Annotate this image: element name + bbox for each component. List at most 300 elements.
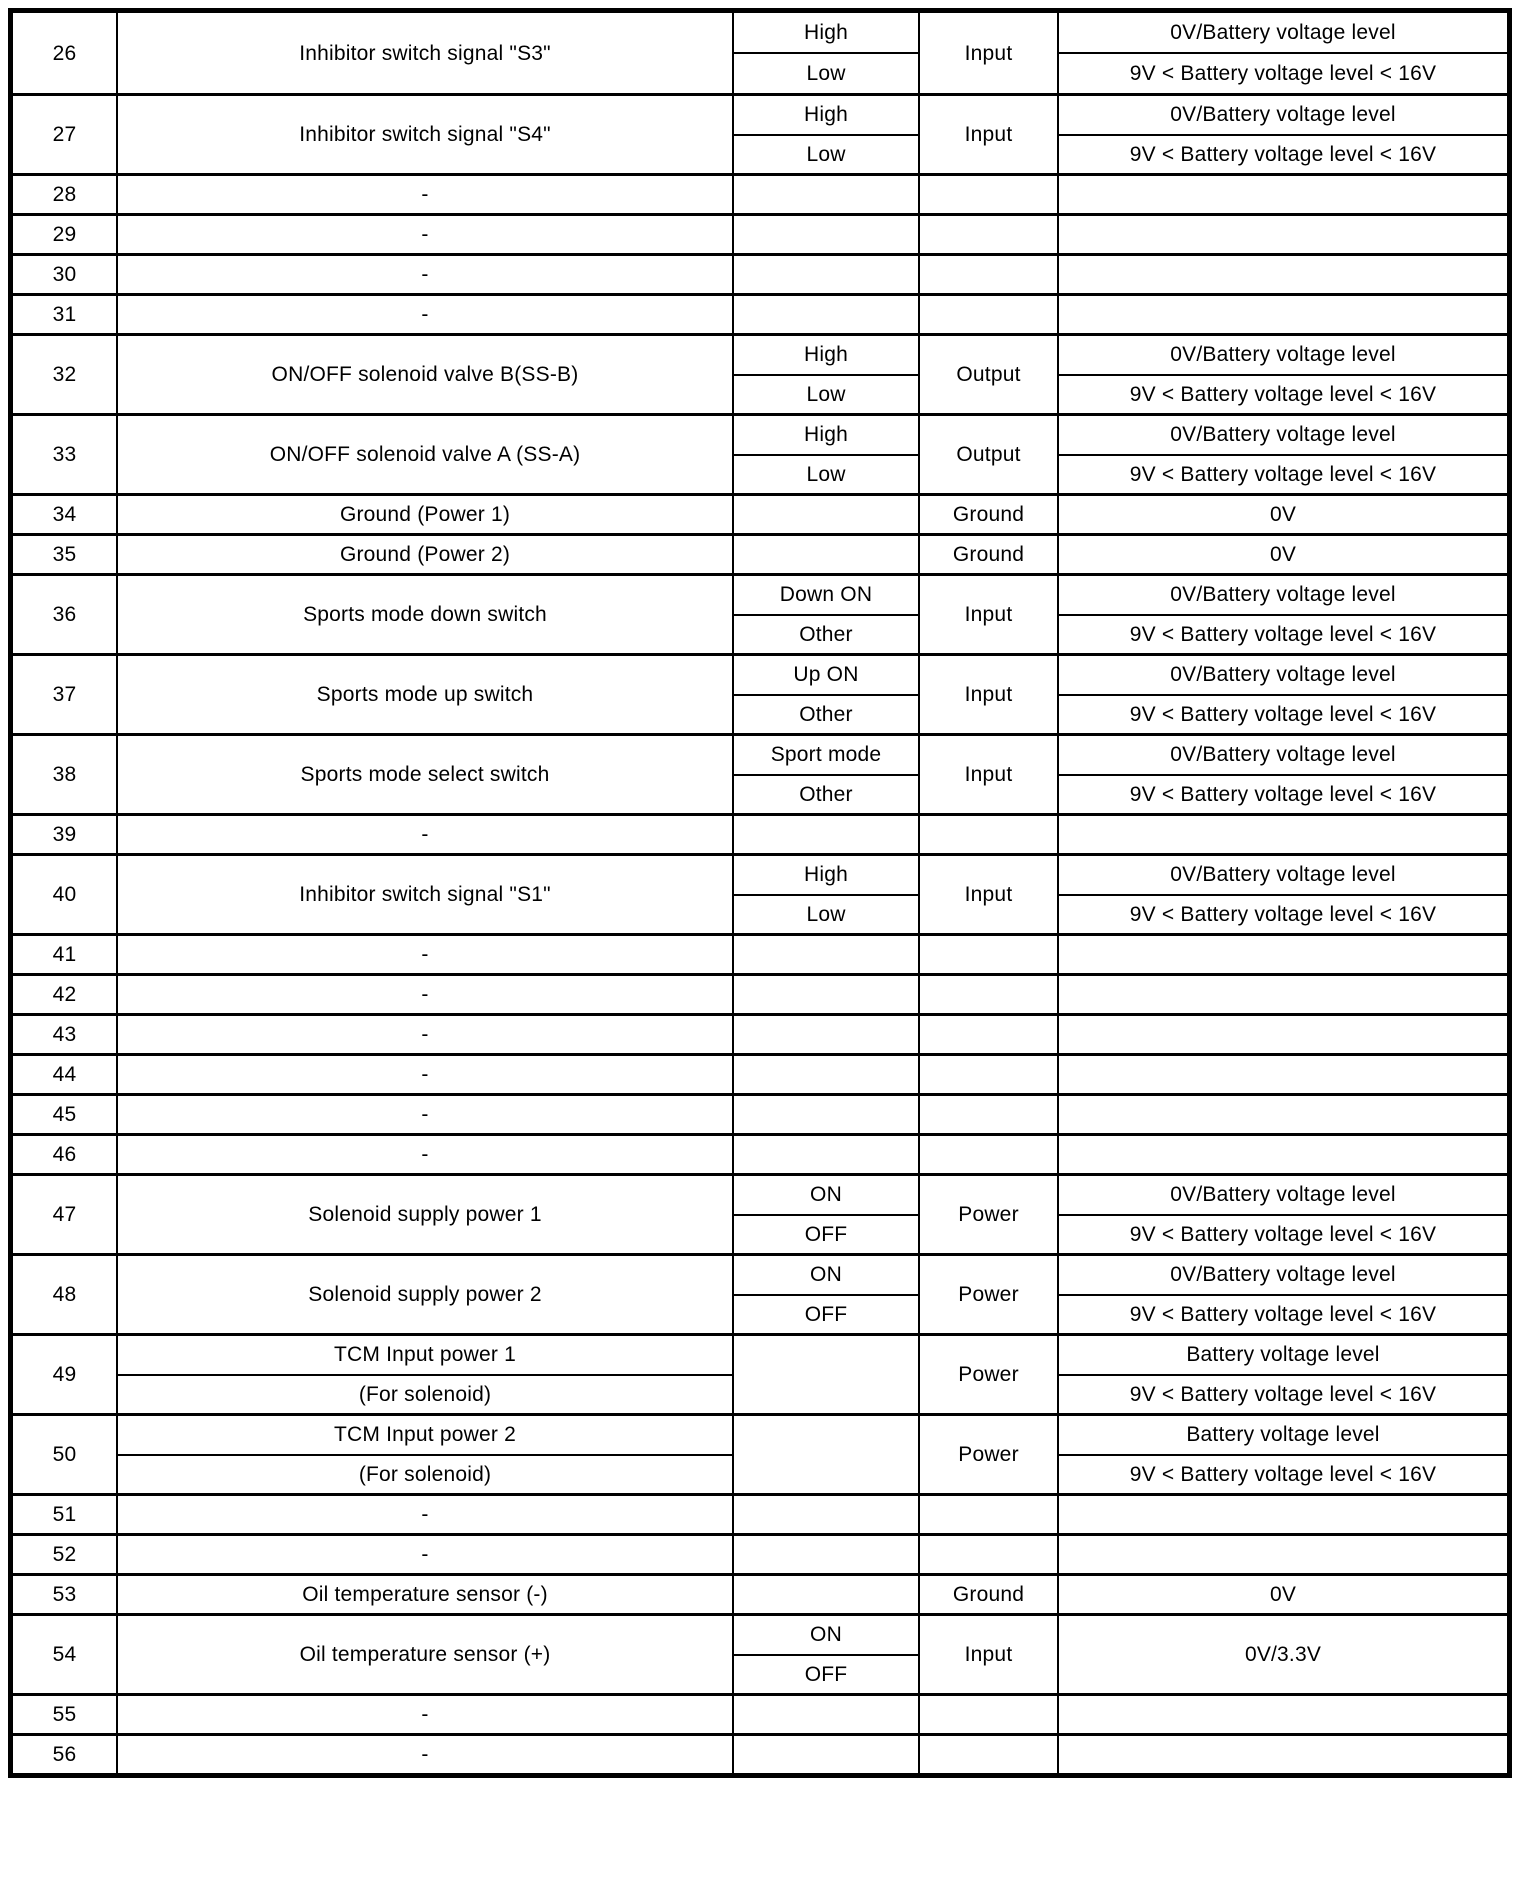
voltage-level-cell-text: 9V < Battery voltage level < 16V [1129,1462,1437,1486]
table-row-pin-38 [13,733,1507,813]
description-cell-text: - [421,943,429,966]
condition-cell-text: OFF [804,1662,848,1686]
description-cell [116,816,732,853]
io-type-cell [918,1696,1057,1733]
condition-cell-text: High [734,416,918,456]
table-row-pin-30 [13,253,1507,293]
condition-cell [732,496,918,533]
pin-number-cell [13,96,116,173]
condition-cell [732,1136,918,1173]
voltage-level-cell [1057,96,1507,173]
pin-number-cell-text: 37 [52,683,77,706]
pin-number-cell [13,1536,116,1573]
table-row-pin-29 [13,213,1507,253]
description-cell-text: Oil temperature sensor (-) [302,1583,548,1606]
voltage-level-cell-text: 9V < Battery voltage level < 16V [1129,622,1437,646]
voltage-level-cell-text [1059,1096,1507,1133]
description-cell-text: Ground (Power 2) [339,543,511,566]
condition-cell-text [734,1576,918,1613]
io-type-cell [918,96,1057,173]
table-row-pin-39 [13,813,1507,853]
condition-cell-text: Up ON [734,656,918,696]
pin-number-cell [13,656,116,733]
condition-cell-text: Down ON [734,576,918,616]
io-type-cell [918,736,1057,813]
io-type-cell [918,1056,1057,1093]
table-row-pin-40 [13,853,1507,933]
voltage-level-cell [1057,1256,1507,1333]
condition-cell [732,216,918,253]
io-type-cell-text: Power [958,1283,1019,1306]
condition-cell [732,1256,918,1333]
voltage-level-cell-text [1059,296,1507,333]
pin-number-cell [13,536,116,573]
voltage-level-cell-text: 0V/Battery voltage level [1059,656,1507,696]
description-cell-text: - [421,303,429,326]
voltage-level-cell [1057,176,1507,213]
condition-cell-text: Low [806,62,846,85]
table-row-pin-45 [13,1093,1507,1133]
description-cell [116,416,732,493]
voltage-level-cell-text: 9V < Battery voltage level < 16V [1129,382,1437,406]
io-type-cell [918,536,1057,573]
io-type-cell-text: Input [964,1643,1013,1666]
condition-cell-text: High [734,96,918,136]
description-cell [116,296,732,333]
description-cell [116,976,732,1013]
pin-number-cell [13,216,116,253]
condition-cell-text [734,536,918,573]
condition-cell-text: High [734,336,918,376]
description-cell-text: (For solenoid) [358,1382,492,1406]
description-cell [116,1176,732,1253]
table-row-pin-37 [13,653,1507,733]
voltage-level-cell-text [1059,1496,1507,1533]
io-type-cell [918,1576,1057,1613]
pin-number-cell [13,1736,116,1773]
pin-number-cell-text: 47 [52,1203,77,1226]
condition-cell [732,1496,918,1533]
condition-cell [732,1696,918,1733]
condition-cell-text: Low [806,462,846,486]
io-type-cell-text: Output [956,363,1021,386]
voltage-level-cell-text [1059,1056,1507,1093]
io-type-cell [918,1416,1057,1493]
io-type-cell-text [920,1736,1057,1773]
table-row-pin-52 [13,1533,1507,1573]
table-row-pin-50 [13,1413,1507,1493]
pin-number-cell [13,736,116,813]
description-cell [116,1096,732,1133]
pin-number-cell-text: 35 [52,543,77,566]
voltage-level-cell [1057,216,1507,253]
description-cell-text: Inhibitor switch signal "S4" [299,123,551,146]
description-cell [116,736,732,813]
description-cell [116,936,732,973]
condition-cell-text [734,1016,918,1053]
condition-cell-text: Sport mode [734,736,918,776]
voltage-level-cell [1057,1096,1507,1133]
description-cell-text: - [421,263,429,286]
pin-number-cell [13,1416,116,1493]
description-cell-text: - [421,1503,429,1526]
condition-cell [732,336,918,413]
table-row-pin-51 [13,1493,1507,1533]
description-cell-text: - [421,223,429,246]
voltage-level-cell-text: 0V/Battery voltage level [1059,96,1507,136]
condition-cell-text [734,1496,918,1533]
io-type-cell-text: Output [956,443,1021,466]
condition-cell-text: Low [806,142,846,166]
condition-cell [732,1016,918,1053]
pin-number-cell [13,1176,116,1253]
voltage-level-cell [1057,1016,1507,1053]
pin-number-cell [13,1336,116,1413]
table-row-pin-31 [13,293,1507,333]
condition-cell-text [734,1536,918,1573]
description-cell-text: - [421,1143,429,1166]
voltage-level-cell-text [1059,816,1507,853]
pin-number-cell-text: 34 [52,503,77,526]
pin-number-cell-text: 50 [52,1443,77,1466]
condition-cell [732,1576,918,1613]
io-type-cell-text: Input [964,883,1013,906]
voltage-level-cell [1057,976,1507,1013]
pin-number-cell-text: 53 [52,1583,77,1606]
description-cell-text: Sports mode down switch [303,603,547,626]
table-row-pin-42 [13,973,1507,1013]
description-cell-text: - [421,183,429,206]
table-row-pin-53 [13,1573,1507,1613]
condition-cell-text: Low [806,382,846,406]
description-cell-text: - [421,1103,429,1126]
voltage-level-cell-text: 0V [1269,543,1297,566]
description-cell [116,1056,732,1093]
description-cell-text: Sports mode up switch [316,683,534,706]
description-cell [116,176,732,213]
io-type-cell-text [920,1096,1057,1133]
table-row-pin-35 [13,533,1507,573]
description-cell [116,496,732,533]
description-cell [116,1576,732,1613]
pin-number-cell-text: 43 [52,1023,77,1046]
description-cell-text: - [421,1063,429,1086]
pin-number-cell-text: 32 [52,363,77,386]
voltage-level-cell-text: 0V [1269,503,1297,526]
io-type-cell [918,576,1057,653]
pin-number-cell-text: 38 [52,763,77,786]
condition-cell [732,1176,918,1253]
pin-number-cell-text: 46 [52,1143,77,1166]
description-cell [116,256,732,293]
io-type-cell-text [920,216,1057,253]
description-cell [116,1536,732,1573]
io-type-cell-text [920,816,1057,853]
voltage-level-cell-text [1059,1016,1507,1053]
io-type-cell [918,1176,1057,1253]
condition-cell [732,656,918,733]
table-row-pin-36 [13,573,1507,653]
condition-cell-text: ON [734,1616,918,1656]
voltage-level-cell-text: Battery voltage level [1059,1336,1507,1376]
description-cell [116,576,732,653]
table-row-pin-48 [13,1253,1507,1333]
pin-number-cell [13,1696,116,1733]
io-type-cell-text [920,1696,1057,1733]
description-cell [116,656,732,733]
voltage-level-cell [1057,1496,1507,1533]
condition-cell-text [734,1336,918,1413]
condition-cell-text [734,1696,918,1733]
io-type-cell-text [920,1536,1057,1573]
voltage-level-cell [1057,656,1507,733]
voltage-level-cell-text: 9V < Battery voltage level < 16V [1129,462,1437,486]
io-type-cell-text: Input [964,123,1013,146]
io-type-cell-text: Ground [952,503,1025,526]
description-cell [116,1336,732,1413]
io-type-cell [918,1536,1057,1573]
condition-cell [732,1416,918,1493]
pin-number-cell [13,936,116,973]
voltage-level-cell-text: 9V < Battery voltage level < 16V [1129,702,1437,726]
io-type-cell [918,1336,1057,1413]
condition-cell-text [734,1136,918,1173]
io-type-cell [918,1616,1057,1693]
table-row-pin-44 [13,1053,1507,1093]
pin-number-cell [13,496,116,533]
condition-cell-text [734,256,918,293]
table-row-pin-41 [13,933,1507,973]
pin-number-cell-text: 28 [52,183,77,206]
io-type-cell-text [920,1016,1057,1053]
table-row-pin-33 [13,413,1507,493]
condition-cell-text [734,1736,918,1773]
condition-cell-text [734,496,918,533]
voltage-level-cell [1057,1536,1507,1573]
voltage-level-cell-text [1059,1536,1507,1573]
condition-cell-text [734,816,918,853]
condition-cell [732,1616,918,1693]
voltage-level-cell-text: 9V < Battery voltage level < 16V [1129,902,1437,926]
voltage-level-cell [1057,736,1507,813]
io-type-cell [918,13,1057,93]
voltage-level-cell [1057,1696,1507,1733]
pin-number-cell-text: 54 [52,1643,77,1666]
pin-number-cell [13,816,116,853]
description-cell-text: - [421,983,429,1006]
io-type-cell [918,656,1057,733]
voltage-level-cell-text [1059,1136,1507,1173]
pin-number-cell-text: 51 [52,1503,77,1526]
voltage-level-cell-text: 0V/Battery voltage level [1059,416,1507,456]
condition-cell-text: High [734,856,918,896]
pin-number-cell-text: 27 [52,123,77,146]
voltage-level-cell-text: 9V < Battery voltage level < 16V [1129,782,1437,806]
description-cell-text: TCM Input power 2 [118,1416,732,1456]
io-type-cell-text: Power [958,1443,1019,1466]
pin-number-cell [13,176,116,213]
table-row-pin-49 [13,1333,1507,1413]
io-type-cell-text [920,176,1057,213]
voltage-level-cell [1057,816,1507,853]
voltage-level-cell-text [1059,976,1507,1013]
pin-number-cell [13,256,116,293]
voltage-level-cell-text [1059,1696,1507,1733]
description-cell [116,1616,732,1693]
description-cell-text: - [421,1703,429,1726]
condition-cell-text [734,936,918,973]
voltage-level-cell [1057,1136,1507,1173]
description-cell-text: - [421,1543,429,1566]
table-row-pin-47 [13,1173,1507,1253]
condition-cell-text [734,1096,918,1133]
voltage-level-cell-text: 9V < Battery voltage level < 16V [1129,1382,1437,1406]
io-type-cell [918,816,1057,853]
condition-cell [732,856,918,933]
io-type-cell-text: Input [964,763,1013,786]
voltage-level-cell-text [1059,176,1507,213]
voltage-level-cell [1057,1616,1507,1693]
io-type-cell [918,256,1057,293]
table-row-pin-43 [13,1013,1507,1053]
condition-cell-text [734,1056,918,1093]
condition-cell [732,576,918,653]
voltage-level-cell [1057,1576,1507,1613]
table-row-pin-46 [13,1133,1507,1173]
condition-cell [732,1736,918,1773]
io-type-cell-text: Input [964,603,1013,626]
condition-cell-text: High [734,13,918,54]
pin-number-cell [13,1136,116,1173]
io-type-cell-text: Input [964,683,1013,706]
description-cell-text: Inhibitor switch signal "S1" [299,883,551,906]
condition-cell-text: OFF [804,1302,848,1326]
io-type-cell [918,936,1057,973]
io-type-cell [918,976,1057,1013]
condition-cell-text: ON [734,1256,918,1296]
voltage-level-cell [1057,296,1507,333]
pin-number-cell-text: 48 [52,1283,77,1306]
io-type-cell [918,336,1057,413]
pin-number-cell [13,13,116,93]
pin-number-cell-text: 49 [52,1363,77,1386]
pin-number-cell [13,976,116,1013]
io-type-cell-text [920,1056,1057,1093]
voltage-level-cell-text: 0V/Battery voltage level [1059,576,1507,616]
table-row-pin-26 [13,13,1507,93]
io-type-cell [918,856,1057,933]
voltage-level-cell-text [1059,936,1507,973]
voltage-level-cell [1057,256,1507,293]
voltage-level-cell [1057,1416,1507,1493]
condition-cell [732,736,918,813]
voltage-level-cell [1057,1736,1507,1773]
description-cell [116,1136,732,1173]
description-cell [116,1496,732,1533]
description-cell-text: ON/OFF solenoid valve A (SS-A) [269,443,581,466]
table-row-pin-34 [13,493,1507,533]
description-cell-text: - [421,823,429,846]
voltage-level-cell-text: 0V/Battery voltage level [1059,736,1507,776]
voltage-level-cell-text: Battery voltage level [1059,1416,1507,1456]
description-cell-text: TCM Input power 1 [118,1336,732,1376]
voltage-level-cell-text: 0V/Battery voltage level [1059,1176,1507,1216]
voltage-level-cell-text: 0V/3.3V [1244,1643,1322,1666]
io-type-cell [918,496,1057,533]
pin-number-cell-text: 42 [52,983,77,1006]
voltage-level-cell-text: 0V/Battery voltage level [1059,1256,1507,1296]
pin-number-cell [13,576,116,653]
voltage-level-cell-text: 0V/Battery voltage level [1059,13,1507,54]
io-type-cell [918,1096,1057,1133]
pin-number-cell-text: 30 [52,263,77,286]
description-cell [116,13,732,93]
condition-cell-text [734,1416,918,1493]
description-cell-text: ON/OFF solenoid valve B(SS-B) [271,363,579,386]
tcm-pin-voltage-table [8,8,1512,1778]
pin-number-cell-text: 29 [52,223,77,246]
pin-number-cell-text: 55 [52,1703,77,1726]
io-type-cell-text: Power [958,1203,1019,1226]
voltage-level-cell [1057,496,1507,533]
pin-number-cell-text: 52 [52,1543,77,1566]
pin-number-cell-text: 44 [52,1063,77,1086]
condition-cell [732,936,918,973]
voltage-level-cell-text: 0V/Battery voltage level [1059,856,1507,896]
pin-number-cell [13,856,116,933]
condition-cell [732,96,918,173]
description-cell [116,1416,732,1493]
condition-cell-text [734,176,918,213]
description-cell [116,1696,732,1733]
voltage-level-cell-text: 9V < Battery voltage level < 16V [1129,1222,1437,1246]
voltage-level-cell-text [1059,1736,1507,1773]
pin-number-cell [13,1256,116,1333]
condition-cell [732,256,918,293]
condition-cell-text: ON [734,1176,918,1216]
io-type-cell [918,216,1057,253]
voltage-level-cell-text: 9V < Battery voltage level < 16V [1129,142,1437,166]
description-cell [116,96,732,173]
pin-number-cell [13,1016,116,1053]
condition-cell [732,296,918,333]
io-type-cell [918,1136,1057,1173]
io-type-cell-text: Power [958,1363,1019,1386]
description-cell [116,1736,732,1773]
io-type-cell [918,176,1057,213]
pin-number-cell-text: 31 [52,303,77,326]
description-cell [116,1256,732,1333]
voltage-level-cell-text [1059,256,1507,293]
condition-cell [732,1096,918,1133]
table-row-pin-55 [13,1693,1507,1733]
io-type-cell-text [920,936,1057,973]
pin-number-cell [13,1616,116,1693]
voltage-level-cell [1057,576,1507,653]
condition-cell [732,1336,918,1413]
io-type-cell [918,1256,1057,1333]
description-cell [116,536,732,573]
io-type-cell [918,1016,1057,1053]
description-cell [116,216,732,253]
pin-number-cell [13,1496,116,1533]
pin-number-cell [13,1576,116,1613]
condition-cell [732,536,918,573]
pin-number-cell [13,1096,116,1133]
io-type-cell-text [920,296,1057,333]
voltage-level-cell [1057,536,1507,573]
condition-cell-text [734,296,918,333]
